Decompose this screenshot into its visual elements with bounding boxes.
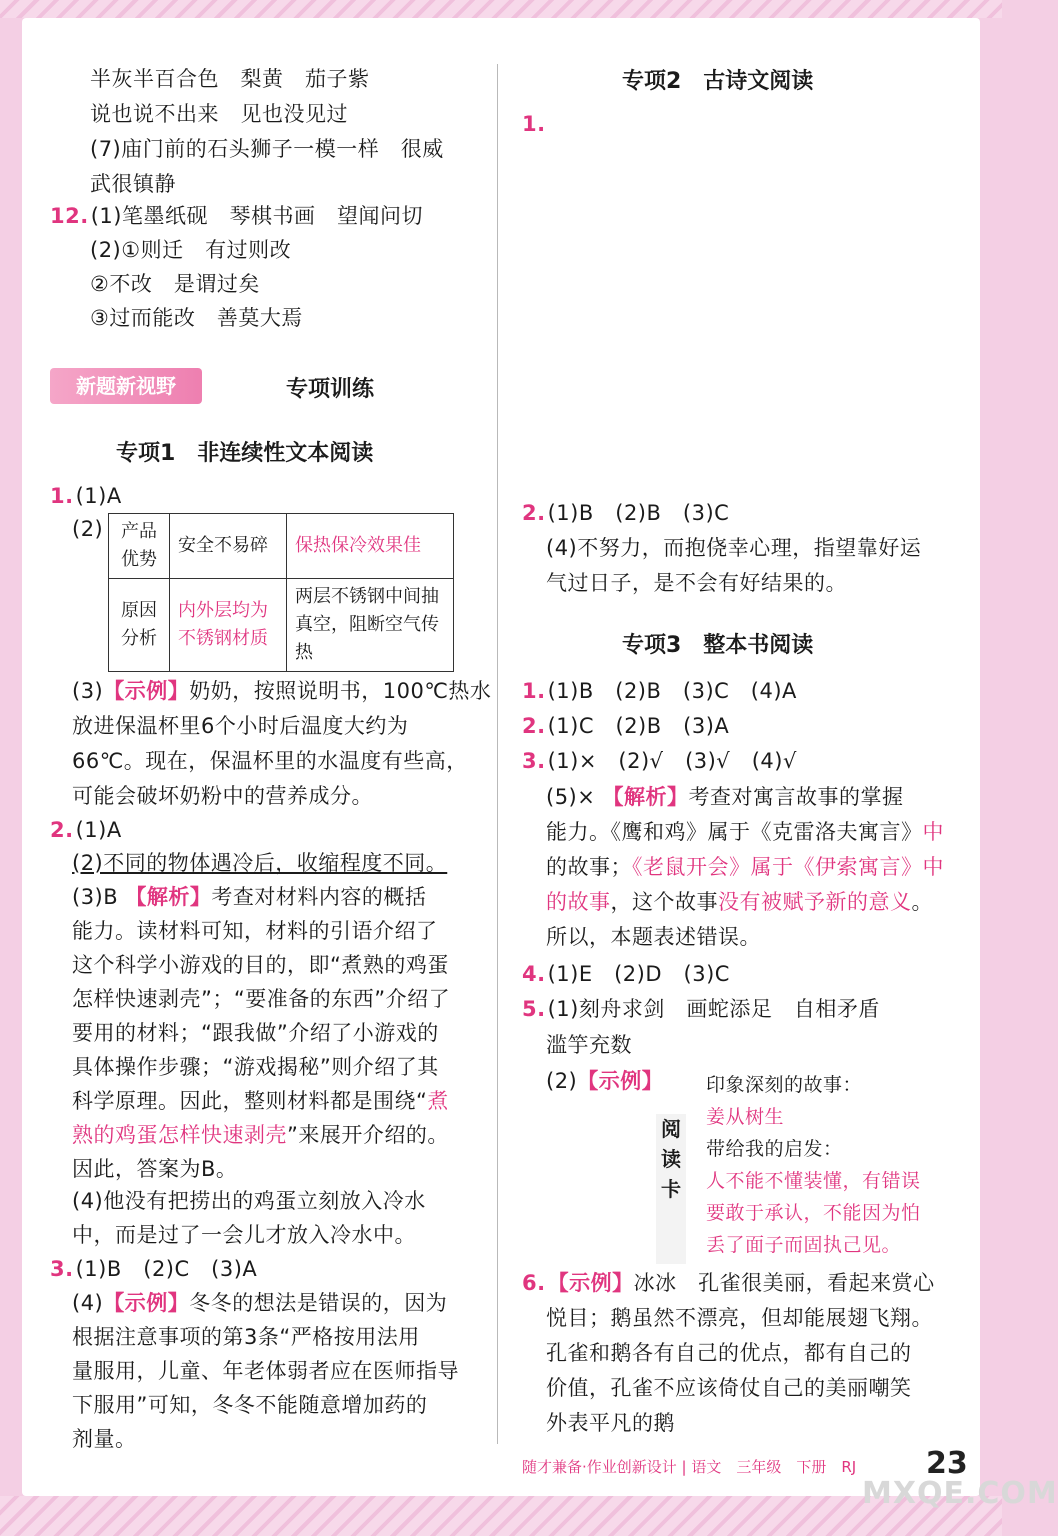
answer-text: 的故事；: [546, 855, 632, 879]
analysis-tag: 【解析】: [602, 785, 689, 809]
text-line: [546, 852, 944, 882]
text-line: (2)①则迁 有过则改: [90, 238, 292, 262]
analysis-tag: 【解析】: [125, 885, 212, 909]
question-number: 12.: [50, 204, 89, 228]
answer-text: (1)A: [75, 818, 122, 842]
card-value: 要敢于承认，不能因为怕: [706, 1202, 921, 1224]
text-line: 可能会破坏奶粉中的营养成分。: [72, 784, 373, 808]
subsection-title: 专项3 整本书阅读: [622, 633, 814, 658]
highlight-text: 的故事: [546, 890, 611, 914]
question-2: [522, 711, 729, 741]
subsection-title: 专项2 古诗文阅读: [622, 69, 814, 94]
text-line: (7)庙门前的石头狮子一模一样 很威: [90, 137, 444, 161]
answer-prefix: (5)×: [546, 785, 596, 809]
card-side-char: 读: [661, 1147, 681, 1171]
page-number: 23: [926, 1446, 968, 1481]
text-line: 外表平凡的鹅: [546, 1411, 675, 1435]
question-number: 3.: [522, 749, 546, 773]
question-3: [50, 1254, 257, 1284]
question-12: [50, 201, 423, 231]
example-tag: 【示例】: [577, 1069, 664, 1093]
highlight-text: 中: [922, 820, 944, 844]
answer-table: [108, 513, 454, 672]
example-tag: 【示例】: [103, 1291, 190, 1315]
answer-text: (1)刻舟求剑 画蛇添足 自相矛盾: [547, 997, 880, 1021]
text-line: (4)不努力，而抱侥幸心理，指望靠好运: [546, 536, 922, 560]
table-header: 原因分析: [109, 579, 170, 672]
text-line: 怎样快速剥壳”；“要准备的东西”介绍了: [72, 987, 451, 1011]
question-2: [50, 815, 122, 845]
text-line: 半灰半百合色 梨黄 茄子紫: [90, 67, 370, 91]
example-tag: 【示例】: [547, 1271, 634, 1295]
question-4: [522, 959, 730, 989]
text-line: 66℃。现在，保温杯里的水温度有些高，: [72, 749, 468, 773]
text-line: 量服用，儿童、年老体弱者应在医师指导: [72, 1359, 459, 1383]
text-line: [546, 887, 933, 917]
answer-text: 冬冬的想法是错误的，因为: [189, 1291, 448, 1315]
answer-text: ，这个故事: [610, 890, 718, 914]
answer-text: 能力。《鹰和鸡》属于《克雷洛夫寓言》: [546, 820, 923, 844]
answer-text: (1)B (2)B (3)C (4)A: [547, 679, 797, 703]
question-1: [522, 109, 548, 139]
highlight-text: 熟的鸡蛋怎样快速剥壳: [72, 1123, 287, 1147]
answer-text: 奶奶，按照说明书，100℃热水: [189, 679, 492, 703]
column-divider: [497, 64, 498, 1444]
text-line: 说也说不出来 见也没见过: [90, 102, 348, 126]
answer-prefix: (3): [72, 679, 104, 703]
text-line: 气过日子，是不会有好结果的。: [546, 571, 847, 595]
answer-prefix: (4): [72, 1291, 104, 1315]
question-3: [522, 746, 797, 776]
answer-text: 考查对材料内容的概括: [211, 885, 427, 909]
top-border: [0, 0, 1002, 18]
answer-text: 。: [911, 890, 933, 914]
text-line: [72, 1086, 449, 1116]
card-value: 人不能不懂装懂，有错误: [706, 1170, 921, 1192]
text-line: 能力。读材料可知，材料的引语介绍了: [72, 919, 438, 943]
answer-text: (1)E (2)D (3)C: [547, 962, 730, 986]
answer-text: (1)× (2)√ (3)√ (4)√: [547, 749, 797, 773]
text-line: 中，而是过了一会儿才放入冷水中。: [72, 1223, 416, 1247]
question-number: 4.: [522, 962, 546, 986]
table-cell: 保热保冷效果佳: [287, 514, 454, 579]
text-line: 根据注意事项的第3条“严格按用法用: [72, 1325, 420, 1349]
table-cell: 安全不易碎: [170, 514, 287, 579]
answer-prefix: (3)B: [72, 885, 119, 909]
answer-text: (1)A: [75, 484, 122, 508]
text-line: [546, 1066, 663, 1096]
question-2: [522, 498, 729, 528]
subsection-title: 专项1 非连续性文本阅读: [116, 441, 374, 466]
answer-text: (1)笔墨纸砚 琴棋书画 望闻问切: [90, 204, 423, 228]
question-number: 2.: [522, 714, 546, 738]
text-line: [72, 1120, 449, 1150]
highlight-text: 《老鼠开会》属于《伊索寓言》中: [632, 855, 944, 879]
text-line: ②不改 是谓过矣: [90, 272, 260, 296]
question-1: [522, 676, 797, 706]
text-line: 要用的材料；“跟我做”介绍了小游戏的: [72, 1021, 439, 1045]
table-cell: 内外层均为不锈钢材质: [170, 579, 287, 672]
card-heading: 印象深刻的故事：: [706, 1074, 863, 1096]
text-line: 剂量。: [72, 1427, 137, 1451]
text-line: 这个科学小游戏的目的，即“煮熟的鸡蛋: [72, 953, 449, 977]
text-line: 放进保温杯里6个小时后温度大约为: [72, 714, 409, 738]
question-number: 1.: [50, 484, 74, 508]
question-5: [522, 994, 880, 1024]
text-line: [72, 882, 426, 912]
answer-text: (1)B (2)C (3)A: [75, 1257, 258, 1281]
text-line: 滥竽充数: [546, 1033, 632, 1057]
answer-text: (1)B (2)B (3)C: [547, 501, 730, 525]
example-tag: 【示例】: [103, 679, 190, 703]
section-badge: 新题新视野: [50, 368, 202, 404]
text-line: (2)不同的物体遇冷后，收缩程度不同。: [72, 851, 448, 875]
question-number: 1.: [522, 112, 546, 136]
text-line: 所以，本题表述错误。: [546, 925, 761, 949]
answer-text: 考查对寓言故事的掌握: [688, 785, 904, 809]
question-number: 6.: [522, 1271, 546, 1295]
text-line: (2): [72, 517, 104, 541]
card-heading: 带给我的启发：: [706, 1138, 843, 1160]
text-line: [546, 782, 904, 812]
question-number: 5.: [522, 997, 546, 1021]
answer-prefix: (2): [546, 1069, 578, 1093]
text-line: ③过而能改 善莫大焉: [90, 306, 303, 330]
reading-card: [656, 1070, 946, 1262]
question-1: [50, 481, 122, 511]
text-line: [72, 1288, 447, 1318]
answer-text: 科学原理。因此，整则材料都是围绕“: [72, 1089, 428, 1113]
question-number: 1.: [522, 679, 546, 703]
text-line: 价值，孔雀不应该倚仗自己的美丽嘲笑: [546, 1376, 912, 1400]
answer-text: ”来展开介绍的。: [287, 1123, 449, 1147]
question-number: 2.: [522, 501, 546, 525]
text-line: 因此，答案为B。: [72, 1157, 238, 1181]
card-value: 姜从树生: [706, 1106, 785, 1128]
answer-text: (1)C (2)B (3)A: [547, 714, 730, 738]
card-side-char: 卡: [661, 1177, 681, 1201]
watermark: MXQE.COM: [862, 1476, 1058, 1511]
text-line: (4)他没有把捞出的鸡蛋立刻放入冷水: [72, 1189, 426, 1213]
text-line: [72, 676, 491, 706]
text-line: 悦目；鹅虽然不漂亮，但却能展翅飞翔。: [546, 1306, 933, 1330]
card-side-label: [656, 1114, 686, 1264]
card-value: 丢了面子而固执己见。: [706, 1234, 902, 1256]
footer-text: 随才兼备·作业创新设计 | 语文 三年级 下册 RJ: [522, 1458, 857, 1476]
card-side-char: 阅: [661, 1117, 681, 1141]
text-line: [546, 817, 944, 847]
question-number: 2.: [50, 818, 74, 842]
text-line: 下服用”可知，冬冬不能随意增加药的: [72, 1393, 428, 1417]
bottom-border: [0, 1496, 1002, 1536]
answer-text: 冰冰 孔雀很美丽，看起来赏心: [633, 1271, 935, 1295]
table-header: 产品优势: [109, 514, 170, 579]
question-6: [522, 1268, 935, 1298]
highlight-text: 煮: [427, 1089, 449, 1113]
highlight-text: 没有被赋予新的意义: [718, 890, 912, 914]
table-cell: 两层不锈钢中间抽真空，阻断空气传热: [287, 579, 454, 672]
text-line: 孔雀和鹅各有自己的优点，都有自己的: [546, 1341, 912, 1365]
text-line: 武很镇静: [90, 172, 176, 196]
section-title: 专项训练: [286, 377, 375, 402]
text-line: 具体操作步骤；“游戏揭秘”则介绍了其: [72, 1055, 439, 1079]
question-number: 3.: [50, 1257, 74, 1281]
